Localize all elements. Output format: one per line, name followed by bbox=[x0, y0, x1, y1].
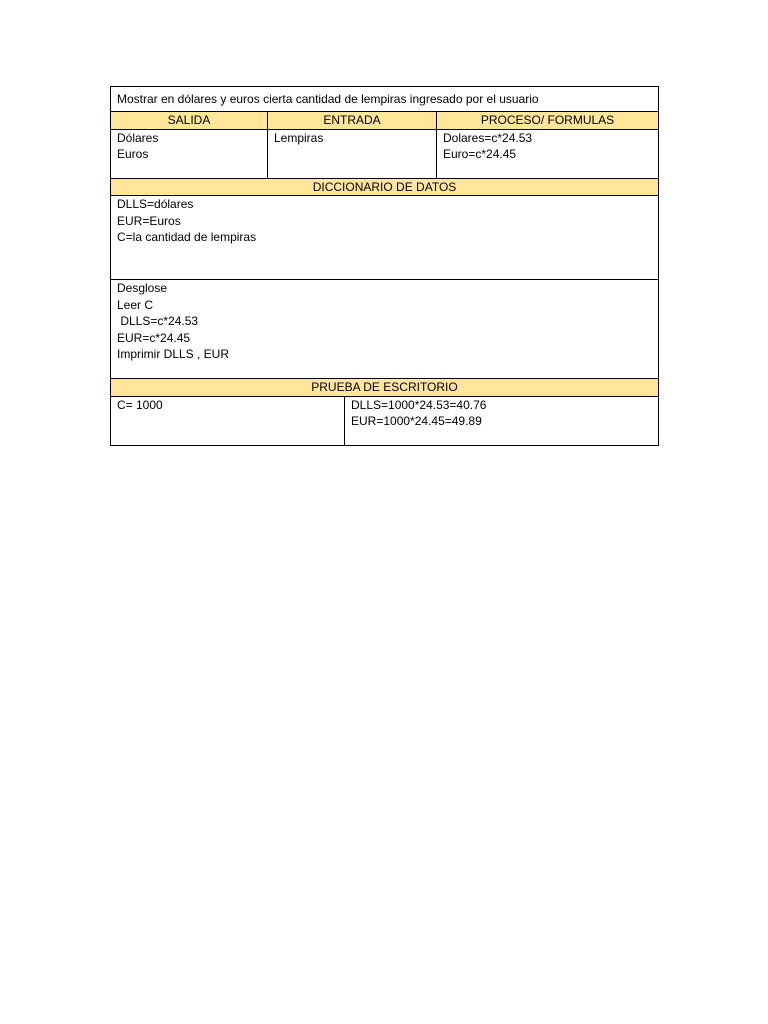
header-salida: SALIDA bbox=[111, 112, 268, 130]
proceso-line: Euro=c*24.45 bbox=[443, 147, 517, 161]
prueba-result: DLLS=1000*24.53=40.76 bbox=[351, 397, 487, 412]
diccionario-line: C=la cantidad de lempiras bbox=[117, 230, 257, 244]
desglose-line: Desglose bbox=[117, 281, 168, 295]
prueba-input: C= 1000 bbox=[117, 397, 163, 412]
header-proceso: PROCESO/ FORMULAS bbox=[437, 112, 659, 130]
diccionario-line: DLLS=dólares bbox=[117, 197, 194, 211]
desglose-line: EUR=c*24.45 bbox=[117, 330, 191, 345]
desglose-cell bbox=[111, 280, 659, 379]
diccionario-cell bbox=[111, 196, 659, 280]
problem-title: Mostrar en dólares y euros cierta cantidad de lempiras ingresado por el usuario bbox=[111, 87, 659, 112]
prueba-results-cell bbox=[345, 396, 659, 445]
salida-line: Euros bbox=[117, 147, 149, 161]
entrada-line: Lempiras bbox=[274, 130, 324, 145]
algorithm-table bbox=[110, 86, 659, 446]
desglose-line: DLLS=c*24.53 bbox=[117, 314, 199, 328]
header-diccionario: DICCIONARIO DE DATOS bbox=[111, 178, 659, 196]
salida-line: Dólares bbox=[117, 130, 159, 145]
proceso-line: Dolares=c*24.53 bbox=[443, 130, 533, 145]
diccionario-line: EUR=Euros bbox=[117, 213, 181, 228]
desglose-line: Leer C bbox=[117, 297, 154, 312]
desglose-line: Imprimir DLLS , EUR bbox=[117, 347, 230, 361]
header-prueba: PRUEBA DE ESCRITORIO bbox=[111, 379, 659, 397]
proceso-cell bbox=[437, 129, 659, 178]
prueba-result: EUR=1000*24.45=49.89 bbox=[351, 414, 482, 428]
header-entrada: ENTRADA bbox=[268, 112, 437, 130]
prueba-input-cell bbox=[111, 396, 345, 445]
entrada-cell bbox=[268, 129, 437, 178]
salida-cell bbox=[111, 129, 268, 178]
